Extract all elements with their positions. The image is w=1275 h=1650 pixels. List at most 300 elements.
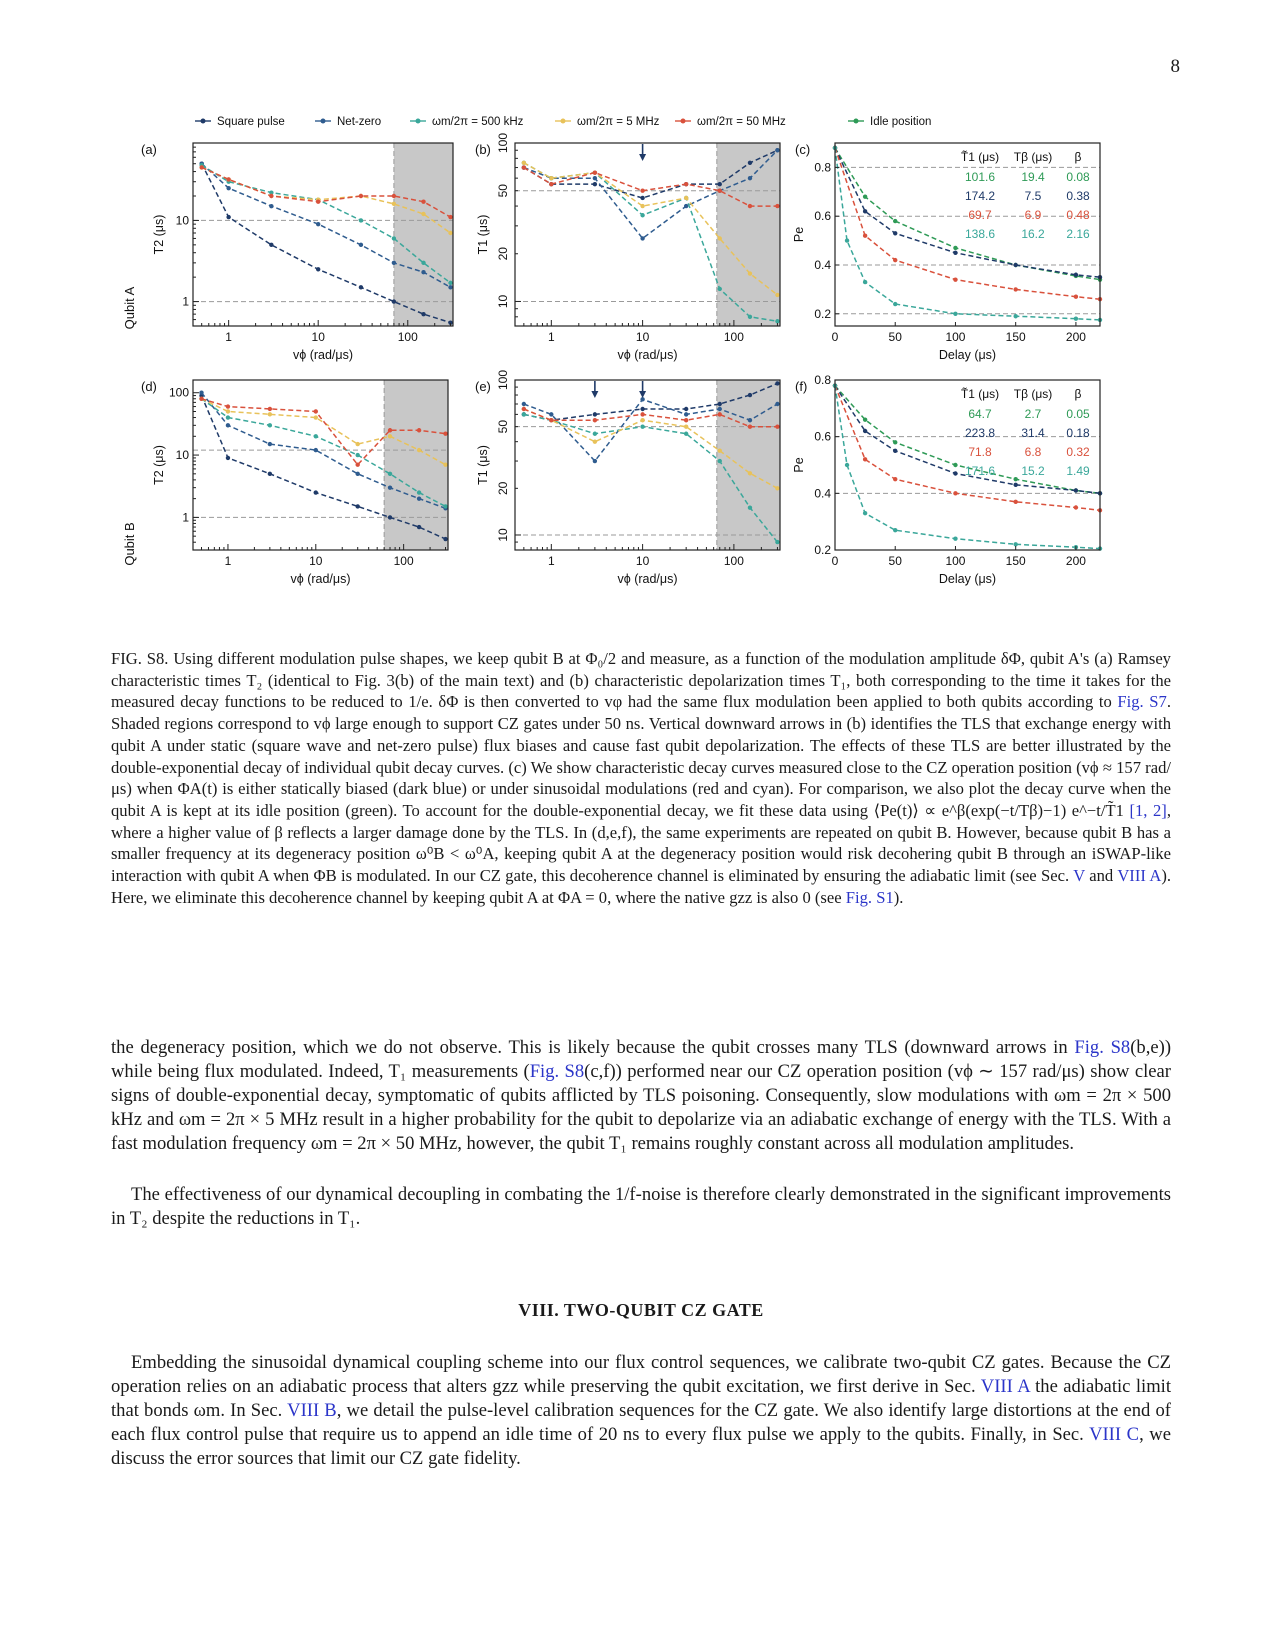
data-point (316, 200, 320, 204)
y-tick-label: 0.2 (814, 306, 831, 321)
data-point (640, 418, 644, 422)
y-tick-label: 50 (496, 419, 510, 434)
data-point (640, 407, 644, 411)
panel-label: (d) (141, 379, 157, 394)
data-point (443, 432, 447, 436)
data-point (356, 463, 360, 467)
data-point (226, 177, 230, 181)
data-point (748, 393, 752, 397)
data-point (226, 404, 230, 408)
link-fig-s8[interactable]: Fig. S8 (1074, 1037, 1131, 1058)
link-fig-s8[interactable]: Fig. S8 (529, 1061, 585, 1082)
x-axis-label: vϕ (rad/μs) (617, 572, 678, 586)
x-tick-label: 50 (888, 554, 902, 568)
x-tick-label: 50 (888, 330, 902, 344)
x-tick-label: 200 (1065, 330, 1086, 344)
data-point (522, 402, 526, 406)
data-point (388, 434, 392, 438)
caption-text: , where a higher value of β reflects a larger damage done by the TLS. In (d,e,f), the same experiments are repeated on qubit B. However, because qubit B has a smaller frequency at its degeneracy position ω⁰B < ω⁰A, keeping qubit A at the degeneracy position would risk decohering qubit B through an iSWAP-like interaction with qubit A when ΦB is modulated. In our CZ gate, this decoherence channel is eliminated by ensuring the adiabatic limit (see Sec. (111, 800, 1171, 886)
panel-label: (f) (795, 379, 808, 394)
data-point (314, 490, 318, 494)
data-point (593, 418, 597, 422)
data-point (388, 428, 392, 432)
data-point (392, 202, 396, 206)
y-axis-label: Pe (792, 457, 806, 473)
x-tick-label: 100 (945, 554, 966, 568)
x-tick-label: 0 (831, 554, 839, 568)
data-point (268, 407, 272, 411)
data-point (748, 176, 752, 180)
inset-header: β (1074, 150, 1082, 164)
caption-label: FIG. S8. (111, 649, 169, 668)
data-point (226, 215, 230, 219)
data-point (226, 186, 230, 190)
caption-link-fig-s1[interactable]: Fig. S1 (845, 887, 894, 907)
x-tick-label: 100 (723, 554, 744, 568)
data-point (199, 165, 203, 169)
y-axis-label: T2 (μs) (152, 214, 166, 255)
x-axis-label: vϕ (rad/μs) (290, 572, 351, 586)
data-point (522, 407, 526, 411)
caption-text: and (1084, 866, 1118, 886)
data-point (359, 243, 363, 247)
paragraph-text: (c,f)) performed near our CZ operation position (vϕ ∼ 157 rad/μs) show clear signs of double-exponential decay, symptomatic of qubits afflicted by TLS poisoning. Consequently, slow modulations with ωm = 2π × 500 kHz and ωm = 2π × 5 MHz result in a higher probability for the qubit to depolarize via an adiabatic exchange of energy with the TLS. With a fast modulation frequency ωm = 2π × 50 MHz, however, the qubit T₁ remains roughly constant across all modulation amplitudes. (111, 1061, 1171, 1154)
link-sec-viii-c[interactable]: VIII C (1089, 1424, 1140, 1445)
data-point (775, 486, 779, 490)
data-point (748, 505, 752, 509)
data-point (893, 528, 897, 532)
data-point (748, 418, 752, 422)
legend-marker (854, 119, 859, 124)
data-point (748, 271, 752, 275)
data-point (417, 525, 421, 529)
data-point (863, 457, 867, 461)
data-point (549, 418, 553, 422)
data-point (388, 515, 392, 519)
data-point (640, 204, 644, 208)
x-tick-label: 100 (723, 330, 744, 344)
data-point (417, 496, 421, 500)
data-point (684, 204, 688, 208)
data-point (863, 417, 867, 421)
inset-header: Tβ (μs) (1013, 150, 1053, 164)
shaded-region (717, 143, 780, 326)
caption-link-sec-viii-a[interactable]: VIII A (1117, 866, 1162, 886)
data-point (417, 428, 421, 432)
data-point (356, 442, 360, 446)
data-point (953, 536, 957, 540)
data-point (549, 176, 553, 180)
data-point (893, 449, 897, 453)
inset-cell: 6.9 (1024, 208, 1042, 222)
inset-cell: 15.2 (1021, 464, 1045, 478)
data-point (775, 381, 779, 385)
data-point (775, 424, 779, 428)
data-point (1013, 287, 1017, 291)
data-point (748, 471, 752, 475)
data-point (388, 485, 392, 489)
data-point (1074, 316, 1078, 320)
data-point (893, 231, 897, 235)
data-point (314, 409, 318, 413)
y-tick-label: 100 (496, 132, 510, 154)
data-point (549, 412, 553, 416)
inset-cell: 19.4 (1021, 170, 1045, 184)
legend-label: Idle position (870, 116, 932, 128)
data-point (593, 432, 597, 436)
data-point (953, 277, 957, 281)
data-point (448, 231, 452, 235)
data-point (593, 182, 597, 186)
paragraph-text: The effectiveness of our dynamical decoupling in combating the 1/f-noise is therefore clearly demonstrated in the significant improvements in T₂ despite the reductions in T₁. (111, 1184, 1171, 1229)
body-paragraph (111, 1036, 1171, 1156)
y-tick-label: 1 (182, 510, 189, 525)
data-point (316, 267, 320, 271)
x-tick-label: 10 (635, 330, 650, 344)
data-point (522, 161, 526, 165)
data-point (748, 424, 752, 428)
y-tick-label: 10 (175, 213, 189, 228)
data-point (748, 204, 752, 208)
data-point (953, 491, 957, 495)
y-tick-label: 0.2 (814, 543, 831, 557)
data-point (421, 312, 425, 316)
data-point (893, 302, 897, 306)
data-point (863, 194, 867, 198)
data-point (199, 397, 203, 401)
y-tick-label: 10 (175, 448, 189, 463)
link-sec-viii-a[interactable]: VIII A (980, 1376, 1030, 1397)
data-point (748, 161, 752, 165)
data-point (448, 285, 452, 289)
data-point (718, 448, 722, 452)
inset-cell: 0.05 (1066, 407, 1090, 421)
inset-cell: 171.6 (964, 464, 996, 478)
paragraph-text: , we discuss the error sources that limit our CZ gate fidelity. (111, 1424, 1171, 1469)
data-point (443, 463, 447, 467)
shaded-region (394, 143, 453, 326)
paragraph-text: the degeneracy position, which we do not observe. This is likely because the qubit crosses many TLS (downward arrows in (111, 1037, 1075, 1058)
data-point (775, 204, 779, 208)
y-tick-label: 0.6 (814, 429, 831, 444)
legend-marker (321, 119, 326, 124)
data-point (359, 285, 363, 289)
data-point (893, 440, 897, 444)
y-tick-label: 20 (496, 247, 510, 261)
x-tick-label: 0 (831, 330, 839, 344)
data-point (199, 391, 203, 395)
caption-text: Using different modulation pulse shapes, we keep qubit B at Φ₀/2 and measure, as a function of the modulation amplitude δΦ, qubit A's (a) Ramsey characteristic times T₂ (identical to Fig. 3(b) of the main text) and (b) characteristic depolarization times T₁, both corresponding to the time it takes for the measured decay functions to be reduced to 1/e. δΦ is then converted to vφ had the same flux modulation been applied to both qubits according to (111, 649, 1171, 712)
link-sec-viii-b[interactable]: VIII B (287, 1400, 337, 1421)
y-tick-label: 0.4 (814, 258, 831, 272)
data-point (1013, 314, 1017, 318)
legend-label: ωm/2π = 50 MHz (697, 116, 786, 128)
figure-caption (111, 648, 1171, 908)
data-point (443, 504, 447, 508)
data-point (640, 188, 644, 192)
x-tick-label: 10 (309, 554, 323, 568)
legend-label: Net-zero (337, 116, 382, 128)
legend-marker (201, 119, 206, 124)
data-point (718, 412, 722, 416)
inset-cell: 6.8 (1024, 445, 1042, 459)
data-point (392, 299, 396, 303)
data-point (718, 182, 722, 186)
data-point (593, 170, 597, 174)
caption-citation-link[interactable]: [1, 2] (1129, 800, 1167, 820)
data-point (226, 415, 230, 419)
data-point (269, 194, 273, 198)
paragraph-text: , we detail the pulse-level calibration sequences for the CZ gate. We also identify large distortions at the end of each flux control pulse that require us to append an idle time of 20 ns to every flux pulse we apply to the qubits. Finally, in Sec. (111, 1400, 1172, 1445)
data-point (718, 287, 722, 291)
data-point (417, 448, 421, 452)
inset-header: β (1074, 387, 1082, 401)
data-point (421, 270, 425, 274)
data-point (775, 148, 779, 152)
data-point (356, 504, 360, 508)
data-point (417, 490, 421, 494)
figure-s8 (110, 108, 1180, 628)
tls-arrow-head (639, 391, 646, 398)
paragraph-text: the adiabatic limit that bonds ωm. In Sec. (111, 1376, 1171, 1421)
data-point (316, 222, 320, 226)
y-tick-label: 20 (496, 481, 510, 496)
inset-cell: 1.49 (1066, 464, 1090, 478)
data-point (1074, 505, 1078, 509)
data-point (953, 251, 957, 255)
inset-header: T̃1 (μs) (960, 387, 1000, 401)
data-point (640, 236, 644, 240)
inset-cell: 0.18 (1066, 426, 1090, 440)
legend-marker (681, 119, 686, 124)
data-point (845, 463, 849, 467)
data-point (314, 434, 318, 438)
x-tick-label: 10 (311, 330, 325, 344)
legend-marker (416, 119, 421, 124)
page-number: 8 (1170, 56, 1180, 77)
data-point (953, 471, 957, 475)
x-axis-label: Delay (μs) (938, 348, 997, 362)
data-point (593, 176, 597, 180)
panel-label: (e) (475, 379, 491, 394)
data-point (269, 204, 273, 208)
y-tick-label: 100 (168, 385, 189, 400)
data-point (314, 415, 318, 419)
data-point (269, 243, 273, 247)
y-tick-label: 1 (182, 294, 189, 309)
data-point (392, 261, 396, 265)
y-axis-label: Pe (792, 226, 806, 243)
data-point (684, 418, 688, 422)
data-point (863, 209, 867, 213)
inset-cell: 0.08 (1066, 170, 1090, 184)
data-point (863, 234, 867, 238)
legend-label: ωm/2π = 500 kHz (432, 116, 524, 128)
caption-text: . Shaded regions correspond to vϕ large enough to support CZ gates under 50 ns. Vertical downward arrows in (b) identifies the TLS that exchange energy with qubit A under static (square wave and net-zero pulse) flux biases and cause fast qubit depolarization. The effects of these TLS are better illustrated by the double-exponential decay of individual qubit decay curves. (c) We show characteristic decay curves measured close to the CZ operation position (vϕ ≈ 157 rad/μs) when ΦA(t) is either statically biased (dark blue) or under sinusoidal modulations (red and cyan). For comparison, we also plot the decay curve when the qubit A is kept at its idle position (green). To account for the double-exponential decay, we fit these data using ⟨Pe(t)⟩ ∝ e^β(exp(−t/Tβ)−1) e^−t/T̃1 (111, 692, 1171, 820)
data-point (1074, 273, 1078, 277)
chart-panel (792, 142, 1102, 362)
inset-cell: 69.7 (968, 208, 992, 222)
data-point (226, 423, 230, 427)
tls-arrow-head (591, 391, 598, 398)
data-point (359, 218, 363, 222)
data-point (448, 215, 452, 219)
x-tick-label: 1 (224, 554, 232, 568)
data-point (522, 412, 526, 416)
y-axis-label: T2 (μs) (152, 445, 166, 485)
y-tick-label: 100 (496, 369, 510, 391)
data-point (593, 412, 597, 416)
data-point (718, 188, 722, 192)
data-point (953, 463, 957, 467)
data-point (775, 319, 779, 323)
shaded-region (384, 380, 448, 550)
tls-arrow-head (639, 154, 646, 161)
data-point (684, 412, 688, 416)
data-point (684, 182, 688, 186)
data-point (953, 246, 957, 250)
data-point (1013, 483, 1017, 487)
data-point (718, 459, 722, 463)
data-point (845, 238, 849, 242)
data-point (593, 439, 597, 443)
data-point (640, 213, 644, 217)
data-point (893, 477, 897, 481)
data-point (863, 429, 867, 433)
inset-cell: 174.2 (964, 189, 996, 203)
data-point (226, 456, 230, 460)
data-point (640, 424, 644, 428)
data-point (640, 412, 644, 416)
data-point (1013, 542, 1017, 546)
data-point (1074, 295, 1078, 299)
data-point (593, 459, 597, 463)
x-axis-label: vϕ (rad/μs) (292, 348, 354, 362)
y-tick-label: 10 (496, 294, 510, 309)
legend-marker (561, 119, 566, 124)
data-point (1013, 500, 1017, 504)
body-paragraph (111, 1183, 1171, 1231)
inset-cell: 0.48 (1066, 208, 1090, 222)
data-point (684, 424, 688, 428)
x-tick-label: 150 (1005, 554, 1026, 568)
x-tick-label: 100 (393, 554, 414, 568)
data-point (718, 407, 722, 411)
inset-cell: 64.7 (968, 407, 992, 421)
data-point (388, 472, 392, 476)
data-point (1013, 263, 1017, 267)
inset-cell: 138.6 (964, 227, 996, 241)
x-tick-label: 200 (1065, 554, 1086, 568)
data-point (448, 281, 452, 285)
data-point (392, 194, 396, 198)
data-point (684, 196, 688, 200)
data-point (748, 315, 752, 319)
data-point (421, 212, 425, 216)
y-tick-label: 0.4 (814, 486, 831, 501)
y-tick-label: 0.8 (814, 373, 831, 387)
data-point (893, 258, 897, 262)
inset-cell: 0.38 (1066, 189, 1090, 203)
data-point (421, 200, 425, 204)
data-point (226, 409, 230, 413)
caption-text: ). (893, 887, 904, 907)
data-point (359, 194, 363, 198)
data-point (443, 537, 447, 541)
inset-cell: 16.2 (1021, 227, 1045, 241)
data-point (421, 261, 425, 265)
caption-link-fig-s7[interactable]: Fig. S7 (1117, 692, 1167, 712)
row-label: Qubit B (122, 522, 137, 566)
data-point (684, 407, 688, 411)
body-paragraph (111, 1351, 1171, 1471)
data-point (863, 511, 867, 515)
data-point (268, 442, 272, 446)
data-point (775, 402, 779, 406)
y-tick-label: 50 (496, 184, 510, 198)
data-point (268, 412, 272, 416)
shaded-region (717, 380, 780, 550)
chart-panel (141, 379, 448, 586)
data-point (268, 423, 272, 427)
x-axis-label: vϕ (rad/μs) (617, 348, 678, 362)
data-point (314, 448, 318, 452)
paragraph-text: Embedding the sinusoidal dynamical coupling scheme into our flux control sequences, we calibrate two-qubit CZ gates. Because the CZ operation relies on an adiabatic process that alters gzz while preserving the qubit excitation, we first derive in Sec. (111, 1352, 1171, 1397)
row-label: Qubit A (122, 286, 137, 330)
inset-header: T̃1 (μs) (960, 150, 1000, 164)
inset-cell: 223.8 (964, 426, 996, 440)
chart-panel (141, 142, 453, 362)
data-point (775, 540, 779, 544)
y-tick-label: 10 (496, 528, 510, 542)
data-point (718, 402, 722, 406)
legend-label: Square pulse (217, 116, 285, 128)
data-point (268, 472, 272, 476)
data-point (893, 219, 897, 223)
y-tick-label: 0.6 (814, 209, 831, 224)
legend-label: ωm/2π = 5 MHz (577, 116, 660, 128)
x-tick-label: 100 (397, 330, 418, 344)
data-point (356, 472, 360, 476)
data-point (356, 453, 360, 457)
paragraph-text: (b,e)) while being flux modulated. Indeed, T₁ measurements ( (111, 1037, 1172, 1082)
inset-cell: 71.8 (968, 445, 992, 459)
inset-cell: 31.4 (1021, 426, 1045, 440)
panel-label: (c) (795, 142, 811, 157)
chart-panel (792, 373, 1102, 586)
data-point (392, 236, 396, 240)
data-point (640, 196, 644, 200)
caption-link-sec-v[interactable]: V (1073, 866, 1085, 886)
inset-cell: 7.5 (1024, 189, 1042, 203)
x-tick-label: 150 (1005, 330, 1026, 344)
y-axis-label: T1 (μs) (476, 214, 490, 255)
chart-panel (475, 370, 780, 586)
panel-label: (a) (141, 142, 157, 157)
data-point (684, 432, 688, 436)
data-point (1013, 477, 1017, 481)
inset-header: Tβ (μs) (1013, 387, 1053, 401)
data-point (522, 165, 526, 169)
x-tick-label: 1 (225, 330, 232, 344)
y-tick-label: 0.8 (814, 160, 831, 175)
data-point (863, 280, 867, 284)
caption-text: ). Here, we eliminate this decoherence channel by keeping qubit A at ΦA = 0, where the native gzz is also 0 (see (111, 866, 1171, 907)
data-point (549, 182, 553, 186)
data-point (953, 312, 957, 316)
chart-panel (475, 133, 780, 362)
x-tick-label: 10 (635, 554, 650, 568)
